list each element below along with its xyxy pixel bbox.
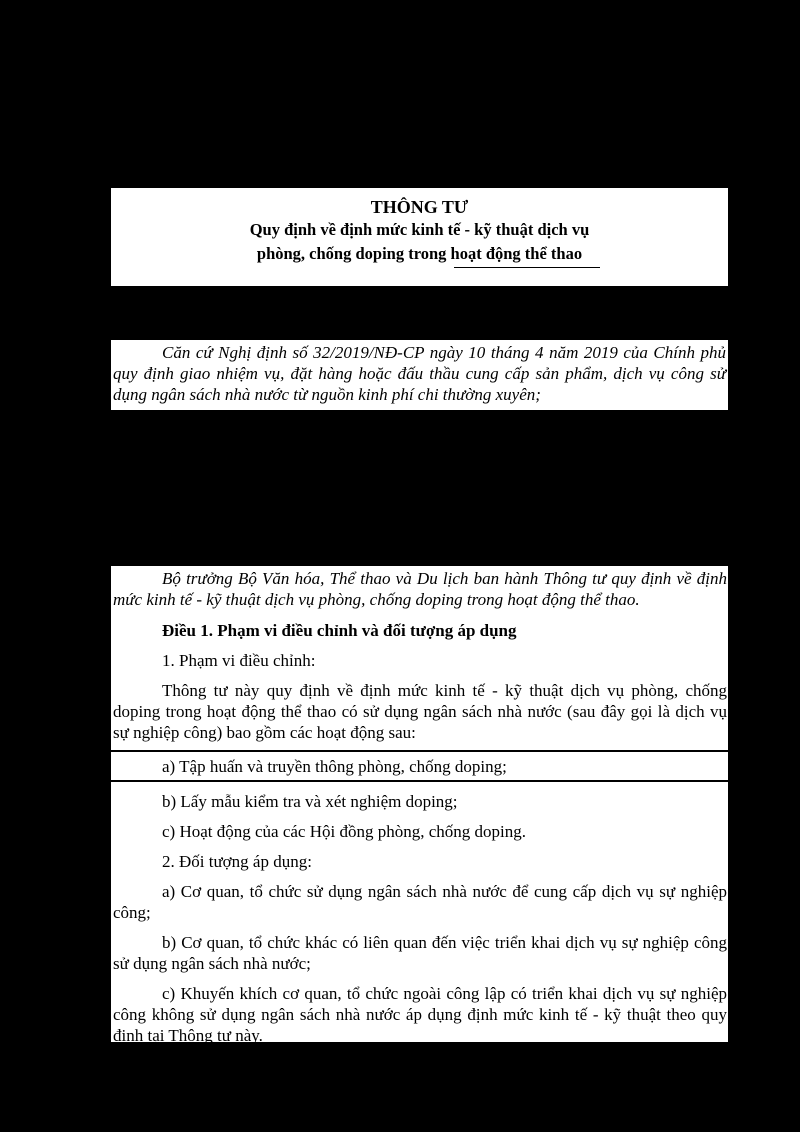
document-subject-line-1: Quy định về định mức kinh tế - kỹ thuật dịch vụ [249, 220, 590, 239]
scope-paragraph: Thông tư này quy định về định mức kinh tế - kỹ thuật dịch vụ phòng, chống doping trong hoạt động thể thao có sử dụng ngân sách nhà nước (sau đây gọi là dịch vụ sự nghiệp công) bao gồm các hoạt động sau: [113, 681, 727, 742]
legal-basis-block [111, 340, 728, 410]
document-subject-line-2: phòng, chống doping trong hoạt động thể thao [256, 244, 583, 263]
scope-item-a: a) Tập huấn và truyền thông phòng, chống doping; [111, 750, 728, 782]
article-1-title: Điều 1. Phạm vi điều chỉnh và đối tượng áp dụng [162, 621, 517, 640]
legal-basis-paragraph: Căn cứ Nghị định số 32/2019/NĐ-CP ngày 10 tháng 4 năm 2019 của Chính phủ quy định giao nhiệm vụ, đặt hàng hoặc đấu thầu cung cấp sản phẩm, dịch vụ công sử dụng ngân sách nhà nước từ nguồn kinh phí chi thường xuyên; [113, 343, 726, 404]
document-body-block [111, 566, 728, 1045]
subjects-item-a: a) Cơ quan, tổ chức sử dụng ngân sách nhà nước để cung cấp dịch vụ sự nghiệp công; [113, 882, 727, 922]
scope-item-b: b) Lấy mẫu kiểm tra và xét nghiệm doping; [162, 792, 458, 811]
issuance-statement: Bộ trưởng Bộ Văn hóa, Thể thao và Du lịch ban hành Thông tư quy định về định mức kinh tế - kỹ thuật dịch vụ phòng, chống doping trong hoạt động thể thao. [113, 569, 727, 609]
document-title-block [111, 188, 728, 286]
title-underline [454, 267, 600, 268]
document-type-heading: THÔNG TƯ [370, 197, 469, 217]
subjects-item-b: b) Cơ quan, tổ chức khác có liên quan đến việc triển khai dịch vụ sự nghiệp công sử dụng ngân sách nhà nước; [113, 933, 727, 973]
scope-item-c: c) Hoạt động của các Hội đồng phòng, chống doping. [162, 822, 526, 841]
scope-heading: 1. Phạm vi điều chỉnh: [162, 651, 316, 670]
subjects-heading: 2. Đối tượng áp dụng: [162, 852, 312, 871]
subjects-item-c: c) Khuyến khích cơ quan, tổ chức ngoài công lập có triển khai dịch vụ sự nghiệp công không sử dụng ngân sách nhà nước áp dụng định mức kinh tế - kỹ thuật theo quy định tại Thông tư này. [113, 984, 727, 1045]
